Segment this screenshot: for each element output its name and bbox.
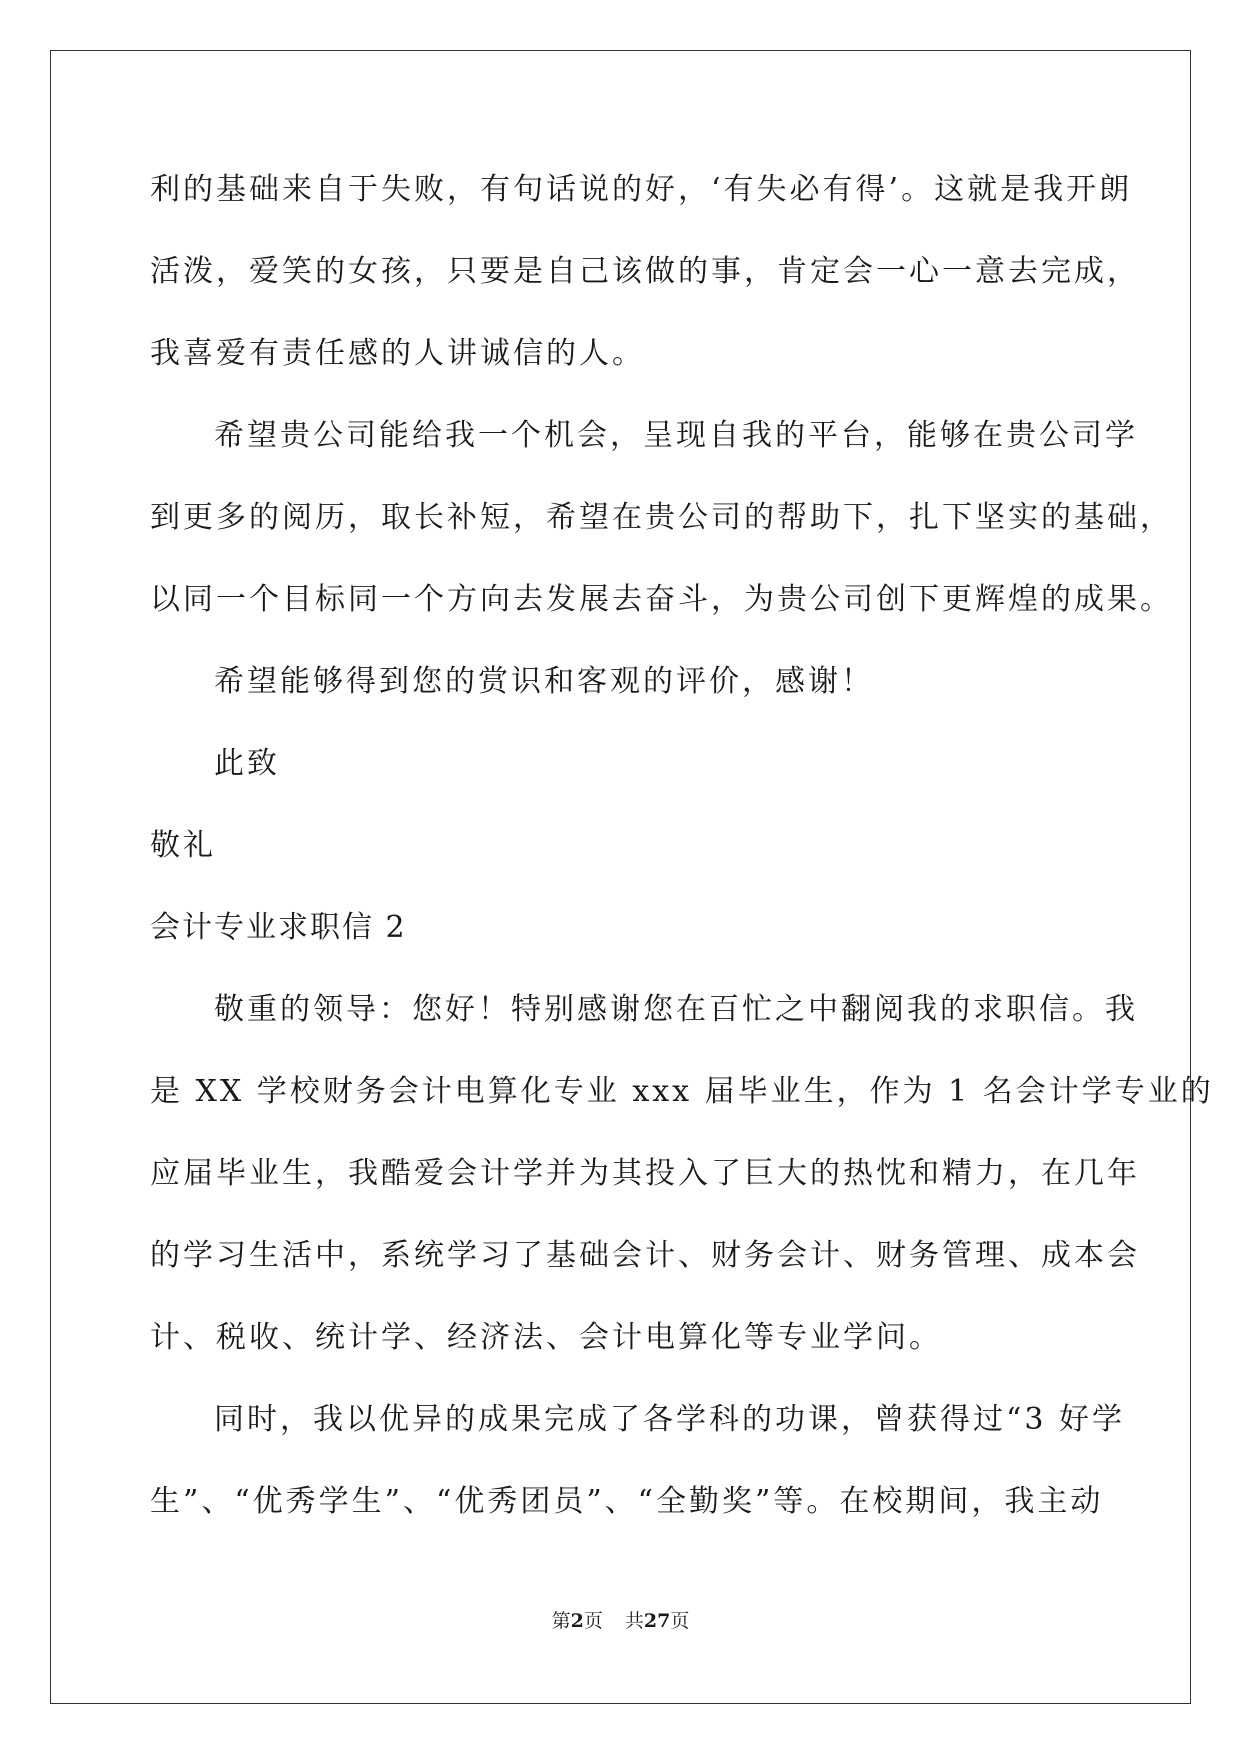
body-line: 应届毕业生，我酷爱会计学并为其投入了巨大的热忱和精力，在几年 (150, 1156, 1140, 1191)
body-line: 是 XX 学校财务会计电算化专业 xxx 届毕业生，作为 1 名会计学专业的 (150, 1074, 1214, 1109)
body-line: 同时，我以优异的成果完成了各学科的功课，曾获得过“3 好学 (214, 1402, 1125, 1437)
total-prefix: 共 (624, 1610, 644, 1632)
body-line: 计、税收、统计学、经济法、会计电算化等专业学问。 (150, 1320, 942, 1355)
body-line: 的学习生活中，系统学习了基础会计、财务会计、财务管理、成本会 (150, 1238, 1140, 1273)
body-line: 敬重的领导：您好！特别感谢您在百忙之中翻阅我的求职信。我 (214, 992, 1138, 1027)
total-suffix: 页 (670, 1610, 690, 1632)
body-line: 到更多的阅历，取长补短，希望在贵公司的帮助下，扎下坚实的基础， (150, 500, 1173, 535)
body-line: 希望能够得到您的赏识和客观的评价，感谢！ (214, 664, 874, 699)
closing-regards: 敬礼 (150, 828, 216, 863)
body-line: 以同一个目标同一个方向去发展去奋斗，为贵公司创下更辉煌的成果。 (150, 582, 1173, 617)
page-suffix: 页 (583, 1610, 603, 1632)
body-line: 生”、“优秀学生”、“优秀团员”、“全勤奖”等。在校期间，我主动 (150, 1484, 1104, 1519)
body-line: 希望贵公司能给我一个机会，呈现自我的平台，能够在贵公司学 (214, 418, 1138, 453)
total-pages: 27 (643, 1610, 671, 1632)
page-prefix: 第 (551, 1610, 571, 1632)
page-number: 2 (570, 1610, 584, 1632)
body-line: 活泼，爱笑的女孩，只要是自己该做的事，肯定会一心一意去完成， (150, 254, 1140, 289)
section-heading: 会计专业求职信 2 (150, 910, 407, 945)
closing-salutation: 此致 (214, 746, 280, 781)
letter-body (150, 160, 1214, 1554)
page-footer (0, 1606, 1241, 1633)
body-line: 利的基础来自于失败，有句话说的好，‘有失必有得’。这就是我开朗 (150, 172, 1133, 207)
body-line: 我喜爱有责任感的人讲诚信的人。 (150, 336, 645, 371)
